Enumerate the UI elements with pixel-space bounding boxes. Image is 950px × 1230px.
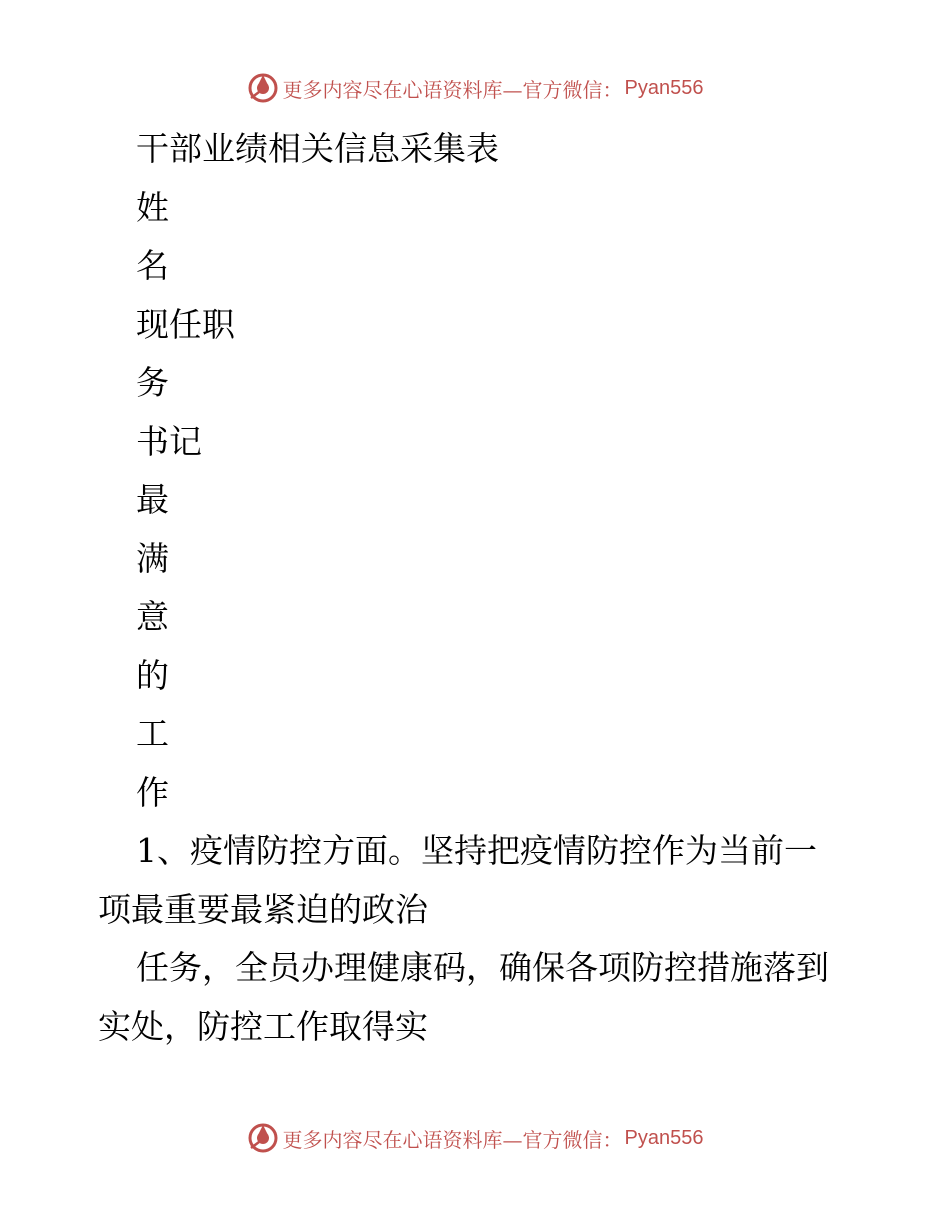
label-name-char: 姓: [136, 187, 169, 227]
label-position-part: 务: [136, 363, 169, 402]
watermark-text: 更多内容尽在心语资料库—官方微信：: [282, 1127, 623, 1152]
footer-watermark: [0, 1122, 950, 1154]
paragraph-line: 任务，全员办理健康码，确保各项防控措施落到: [136, 948, 829, 987]
document-title: 干部业绩相关信息采集表: [136, 129, 499, 168]
label-best-work-char: 意: [136, 597, 169, 636]
pen-nib-logo-icon: [247, 1122, 279, 1154]
label-name-char: 名: [136, 246, 169, 285]
label-best-work-char: 最: [136, 480, 169, 519]
paragraph-line: 实处，防控工作取得实: [98, 1006, 428, 1046]
label-position-part: 现任职: [136, 304, 235, 344]
paragraph-line: 1、疫情防控方面。坚持把疫情防控作为当前一: [136, 831, 817, 870]
watermark-handle: Pyan556: [624, 76, 704, 99]
document-body: [98, 120, 888, 1056]
label-best-work-char: 工: [136, 714, 169, 753]
watermark-handle: Pyan556: [624, 1126, 704, 1149]
pen-nib-logo-icon: [247, 72, 279, 104]
header-watermark: [0, 72, 950, 104]
paragraph-line: 项最重要最紧迫的政治: [98, 889, 428, 929]
label-best-work-char: 的: [136, 655, 169, 695]
position-value: 书记: [136, 421, 202, 461]
watermark-text: 更多内容尽在心语资料库—官方微信：: [282, 77, 623, 102]
label-best-work-char: 满: [136, 538, 169, 578]
label-best-work-char: 作: [136, 772, 169, 812]
